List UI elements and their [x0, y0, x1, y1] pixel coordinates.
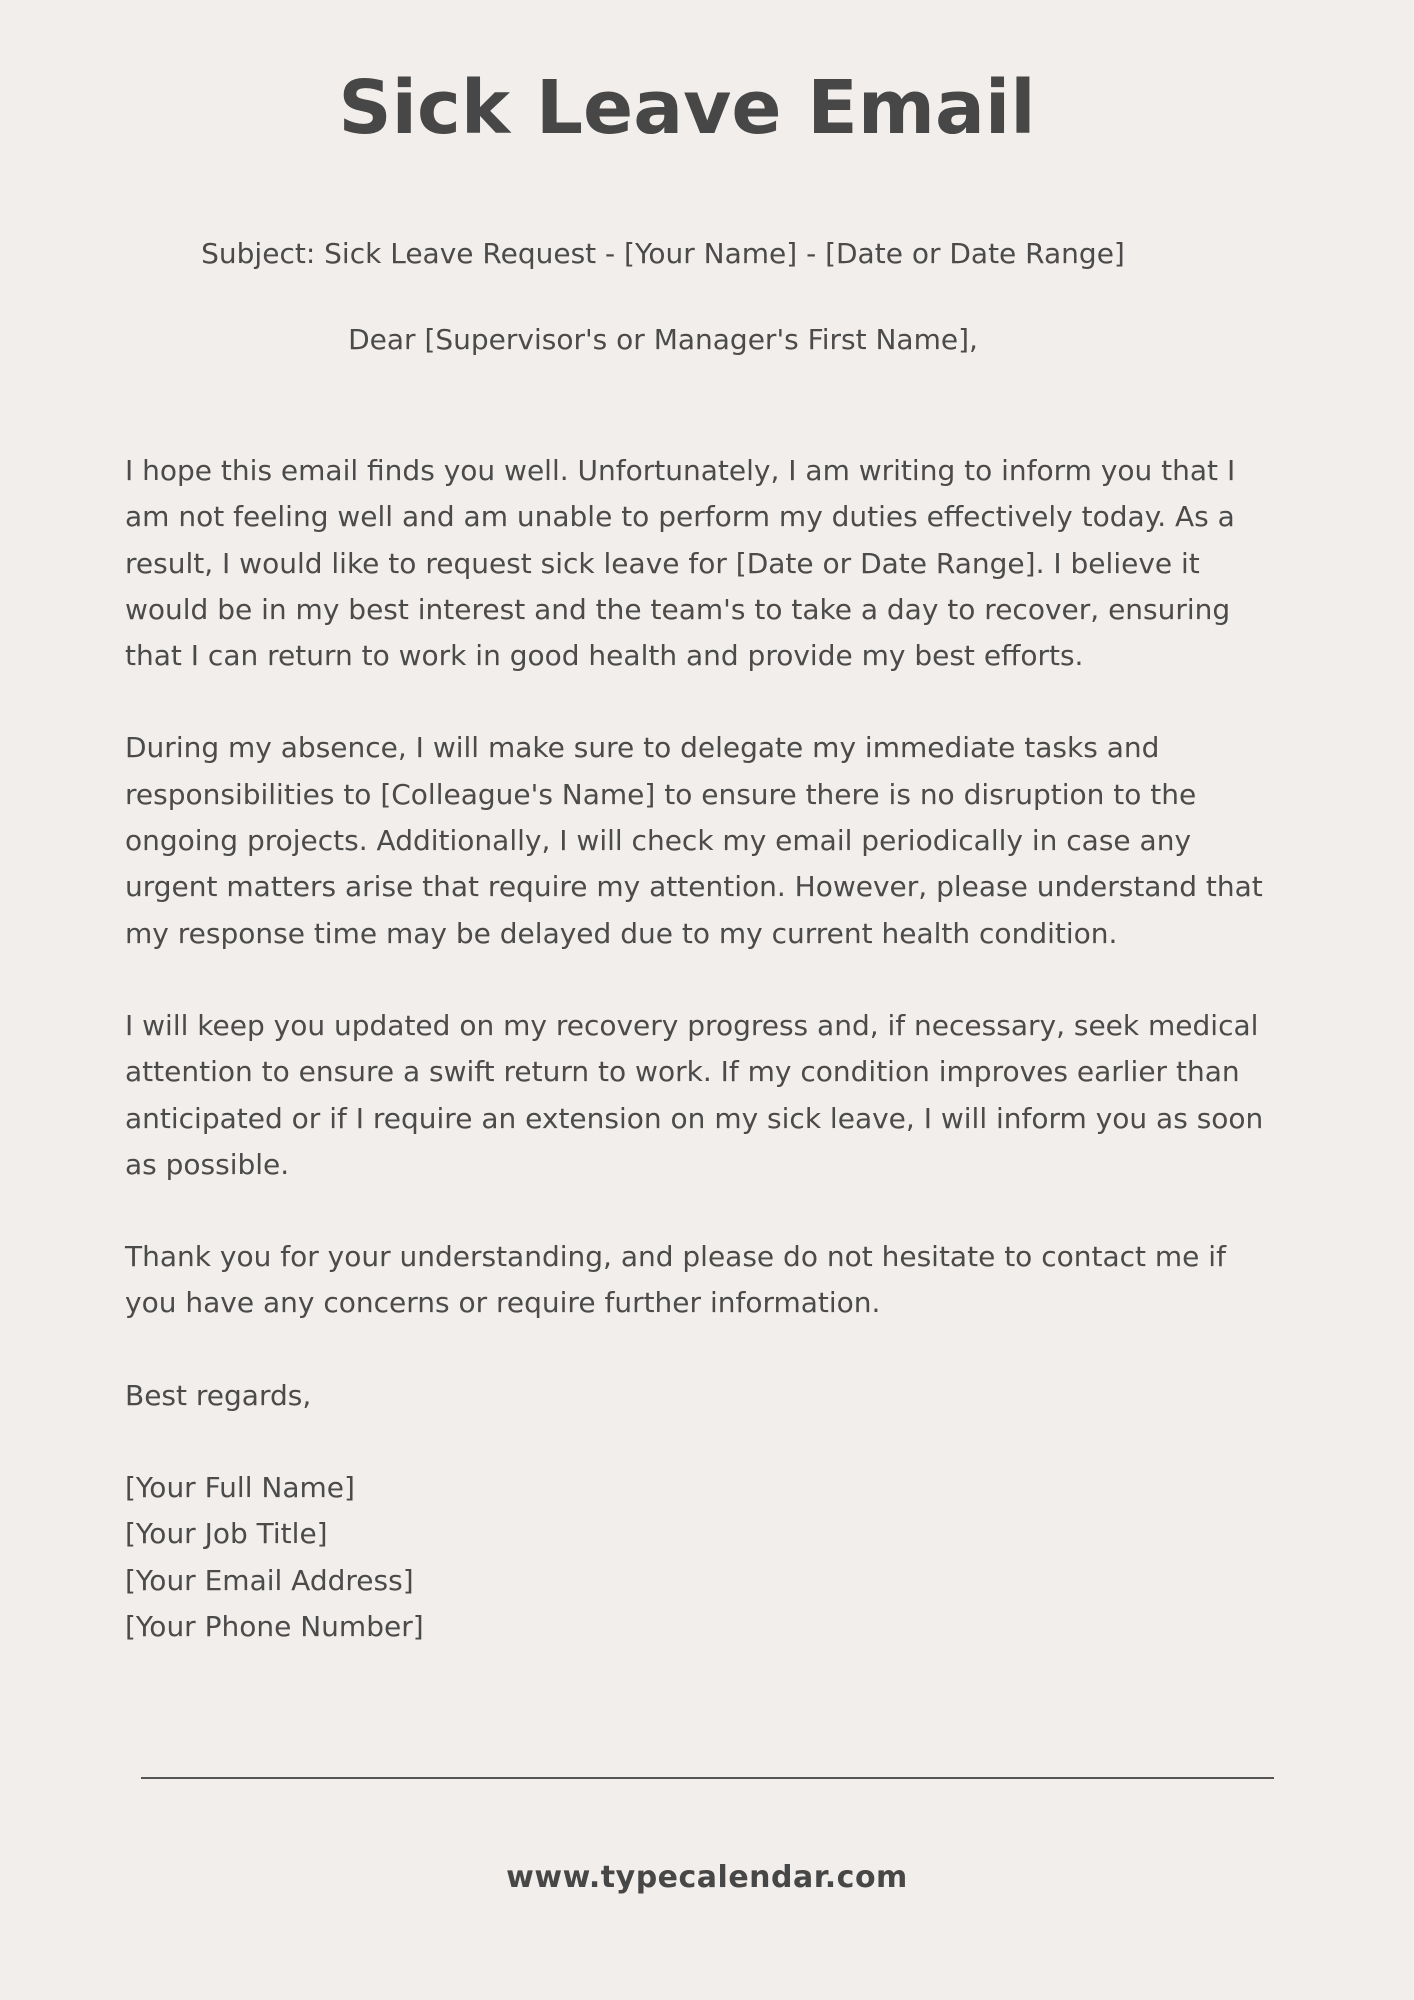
- email-closing: Best regards,: [125, 1378, 312, 1412]
- body-paragraph: Thank you for your understanding, and please do not hesitate to contact me if you have any concerns or require further information.: [125, 1240, 1226, 1320]
- email-subject: Subject: Sick Leave Request - [Your Name] - [Date or Date Range]: [201, 237, 1125, 270]
- signature-name: [Your Full Name]: [125, 1471, 355, 1505]
- email-body: [125, 448, 1275, 1650]
- footer-website-link[interactable]: www.typecalendar.com: [506, 1860, 908, 1895]
- body-paragraph: I hope this email finds you well. Unfortunately, I am writing to inform you that I am not feeling well and am unable to perform my duties effectively today. As a result, I would like to request sick leave for [Date or Date Range]. I believe it would be in my best interest and the team's to take a day to recover, ensuring that I can return to work in good health and provide my best efforts.: [125, 454, 1236, 673]
- signature-block: [125, 1465, 1275, 1650]
- signature-phone: [Your Phone Number]: [125, 1609, 424, 1643]
- signature-job-title: [Your Job Title]: [125, 1517, 328, 1551]
- body-paragraph: I will keep you updated on my recovery progress and, if necessary, seek medical attention to ensure a swift return to work. If my condition improves earlier than anticipated or if I require an extension on my sick leave, I will inform you as soon as possible.: [125, 1008, 1264, 1181]
- document-title: Sick Leave Email: [338, 65, 1036, 151]
- footer-divider: [141, 1777, 1274, 1779]
- signature-email: [Your Email Address]: [125, 1563, 414, 1597]
- body-paragraph: During my absence, I will make sure to delegate my immediate tasks and responsibilities to [Colleague's Name] to ensure there is no disruption to the ongoing projects. Additionally, I will check my email periodically in case any urgent matters arise that require my attention. However, please understand that my response time may be delayed due to my current health condition.: [125, 731, 1263, 950]
- email-greeting: Dear [Supervisor's or Manager's First Name],: [348, 323, 978, 356]
